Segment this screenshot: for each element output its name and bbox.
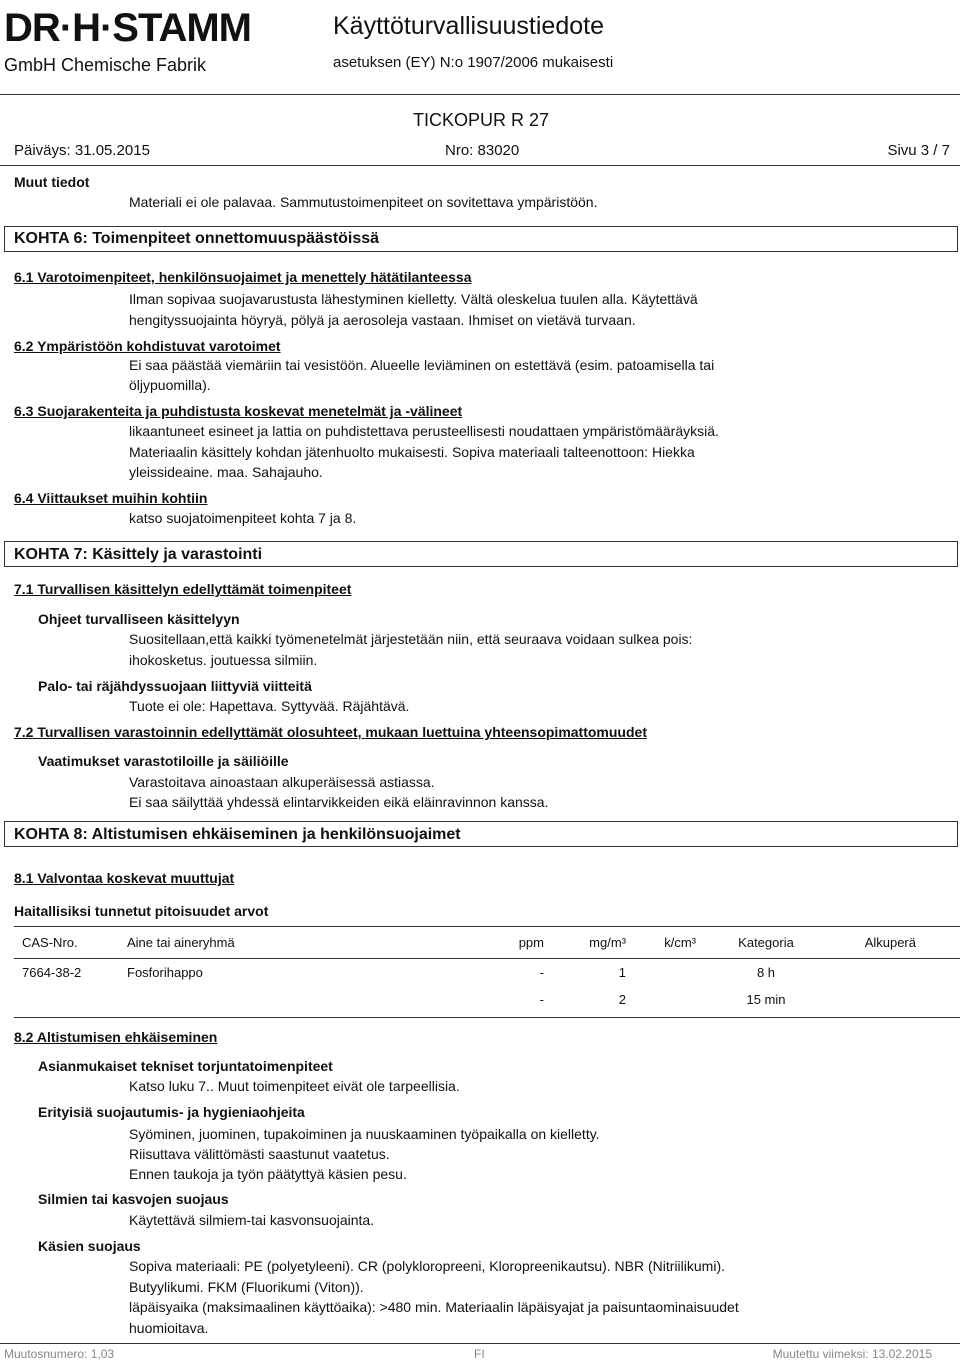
other-info-text: Materiali ei ole palavaa. Sammutustoimenpiteet on sovitettava ympäristöön. xyxy=(129,194,598,210)
document-number: Nro: 83020 xyxy=(445,142,520,159)
table-header-substance: Aine tai aineryhmä xyxy=(127,935,235,950)
section-6-1-text-line: Ilman sopivaa suojavarustusta lähestyminen kielletty. Vältä oleskelua tuulen alla. Käytettävä xyxy=(129,291,698,307)
section-7-title: KOHTA 7: Käsittely ja varastointi xyxy=(14,546,263,563)
section-6-2-title: 6.2 Ympäristöön kohdistuvat varotoimet xyxy=(14,338,281,354)
section-7-1a-text-line: ihokosketus. joutuessa silmiin. xyxy=(129,652,318,668)
section-8-1-title: 8.1 Valvontaa koskevat muuttujat xyxy=(14,870,235,886)
company-logo: DR·H·STAMM xyxy=(4,6,251,50)
header-divider xyxy=(0,94,960,95)
section-6-4-text-line: katso suojatoimenpiteet kohta 7 ja 8. xyxy=(129,510,357,526)
document-date: Päiväys: 31.05.2015 xyxy=(14,142,150,159)
table-cell-mgm3: 1 xyxy=(618,965,626,980)
table-header-cas: CAS-Nro. xyxy=(22,935,78,950)
section-6-2-text-line: öljypuomilla). xyxy=(129,377,211,393)
other-info-label: Muut tiedot xyxy=(14,174,90,190)
table-header-origin: Alkuperä xyxy=(864,935,916,950)
table-cell-ppm: - xyxy=(539,992,544,1007)
section-6-3-text-line: yleissideaine. maa. Sahajauho. xyxy=(129,464,323,480)
eye-protection-text-line: Käytettävä silmiem-tai kasvonsuojainta. xyxy=(129,1212,375,1228)
table-top-border xyxy=(14,926,960,927)
footer-language: FI xyxy=(474,1347,485,1361)
table-cell-cas: 7664-38-2 xyxy=(22,965,82,980)
footer-revision: Muutosnumero: 1,03 xyxy=(4,1347,115,1361)
table-header-kcm3: k/cm³ xyxy=(664,935,696,950)
meta-divider xyxy=(0,165,960,166)
product-name: TICKOPUR R 27 xyxy=(413,110,550,130)
table-cell-substance: Fosforihappo xyxy=(127,965,203,980)
company-logo-subtitle: GmbH Chemische Fabrik xyxy=(4,55,207,75)
section-8-1a-label: Haitallisiksi tunnetut pitoisuudet arvot xyxy=(14,903,269,919)
section-6-4-title: 6.4 Viittaukset muihin kohtiin xyxy=(14,490,208,506)
section-6-1-title: 6.1 Varotoimenpiteet, henkilönsuojaimet ja menettely hätätilanteessa xyxy=(14,269,472,285)
footer-divider xyxy=(0,1343,960,1344)
table-header-category: Kategoria xyxy=(738,935,794,950)
table-cell-ppm: - xyxy=(539,965,544,980)
section-6-3-text-line: Materiaalin käsittely kohdan jätenhuolto mukaisesti. Sopiva materiaali talteenottoon: Hiekka xyxy=(129,444,695,460)
section-7-1-title: 7.1 Turvallisen käsittelyn edellyttämät toimenpiteet xyxy=(14,581,352,597)
hygiene-text-line: Syöminen, juominen, tupakoiminen ja nuuskaaminen työpaikalla on kielletty. xyxy=(129,1126,600,1142)
table-header-ppm: ppm xyxy=(518,935,544,950)
section-6-1-text-line: hengityssuojainta höyryä, pölyä ja aerosoleja vastaan. Ihmiset on vietävä turvaan. xyxy=(129,312,636,328)
section-7-2-title: 7.2 Turvallisen varastoinnin edellyttämät olosuhteet, mukaan luettuina yhteensopimattomuudet xyxy=(14,724,647,740)
hand-protection-text-line: Sopiva materiaali: PE (polyetyleeni). CR (polykloropreeni, Kloropreenikautsu). NBR (Nitriilikumi). xyxy=(129,1258,725,1274)
hygiene-label: Erityisiä suojautumis- ja hygieniaohjeita xyxy=(38,1104,305,1120)
technical-measures-label: Asianmukaiset tekniset torjuntatoimenpiteet xyxy=(38,1058,333,1074)
technical-measures-text-line: Katso luku 7.. Muut toimenpiteet eivät ole tarpeellisia. xyxy=(129,1078,460,1094)
section-7-1b-label: Palo- tai räjähdyssuojaan liittyviä viitteitä xyxy=(38,678,312,694)
section-7-2a-label: Vaatimukset varastotiloille ja säiliöille xyxy=(38,753,289,769)
hand-protection-text-line: Butyylikumi. FKM (Fluorikumi (Viton)). xyxy=(129,1279,364,1295)
table-cell-category: 8 h xyxy=(756,965,776,980)
section-6-2-text-line: Ei saa päästää viemäriin tai vesistöön. Alueelle leviäminen on estettävä (esim. patoamisella tai xyxy=(129,357,715,373)
section-8-2-title: 8.2 Altistumisen ehkäiseminen xyxy=(14,1029,218,1045)
section-7-2a-text-line: Varastoitava ainoastaan alkuperäisessä astiassa. xyxy=(129,774,435,790)
section-7-1b-text-line: Tuote ei ole: Hapettava. Syttyvää. Räjähtävä. xyxy=(129,698,410,714)
table-bottom-border xyxy=(14,1017,960,1018)
section-7-1a-text-line: Suositellaan,että kaikki työmenetelmät järjestetään niin, että seuraava voidaan sulkea pois: xyxy=(129,631,693,647)
table-cell-category: 15 min xyxy=(746,992,786,1007)
section-6-3-text-line: likaantuneet esineet ja lattia on puhdistettava perusteellisesti noudattaen ympäristömääräyksiä. xyxy=(129,423,719,439)
section-8-title: KOHTA 8: Altistumisen ehkäiseminen ja henkilönsuojaimet xyxy=(14,826,461,843)
hand-protection-text-line: huomioitava. xyxy=(129,1320,209,1336)
footer-last-modified: Muutettu viimeksi: 13.02.2015 xyxy=(772,1347,932,1361)
hand-protection-label: Käsien suojaus xyxy=(38,1238,141,1254)
document-title: Käyttöturvallisuustiedote xyxy=(333,12,604,40)
table-header-border xyxy=(14,958,960,959)
table-cell-mgm3: 2 xyxy=(618,992,626,1007)
document-subtitle: asetuksen (EY) N:o 1907/2006 mukaisesti xyxy=(333,54,614,71)
section-6-3-title: 6.3 Suojarakenteita ja puhdistusta koskevat menetelmät ja -välineet xyxy=(14,403,463,419)
section-7-1a-label: Ohjeet turvalliseen käsittelyyn xyxy=(38,611,240,627)
eye-protection-label: Silmien tai kasvojen suojaus xyxy=(38,1191,229,1207)
section-7-2a-text-line: Ei saa säilyttää yhdessä elintarvikkeiden eikä eläinravinnon kanssa. xyxy=(129,794,549,810)
page-number: Sivu 3 / 7 xyxy=(887,142,950,159)
hygiene-text-line: Riisuttava välittömästi saastunut vaatetus. xyxy=(129,1146,390,1162)
table-header-mgm3: mg/m³ xyxy=(589,935,626,950)
section-6-title: KOHTA 6: Toimenpiteet onnettomuuspäästöissä xyxy=(14,230,380,247)
hygiene-text-line: Ennen taukoja ja työn päätyttyä käsien pesu. xyxy=(129,1166,407,1182)
hand-protection-text-line: läpäisyaika (maksimaalinen käyttöaika): >480 min. Materiaalin läpäisyajat ja paisuntaominaisuudet xyxy=(129,1299,739,1315)
